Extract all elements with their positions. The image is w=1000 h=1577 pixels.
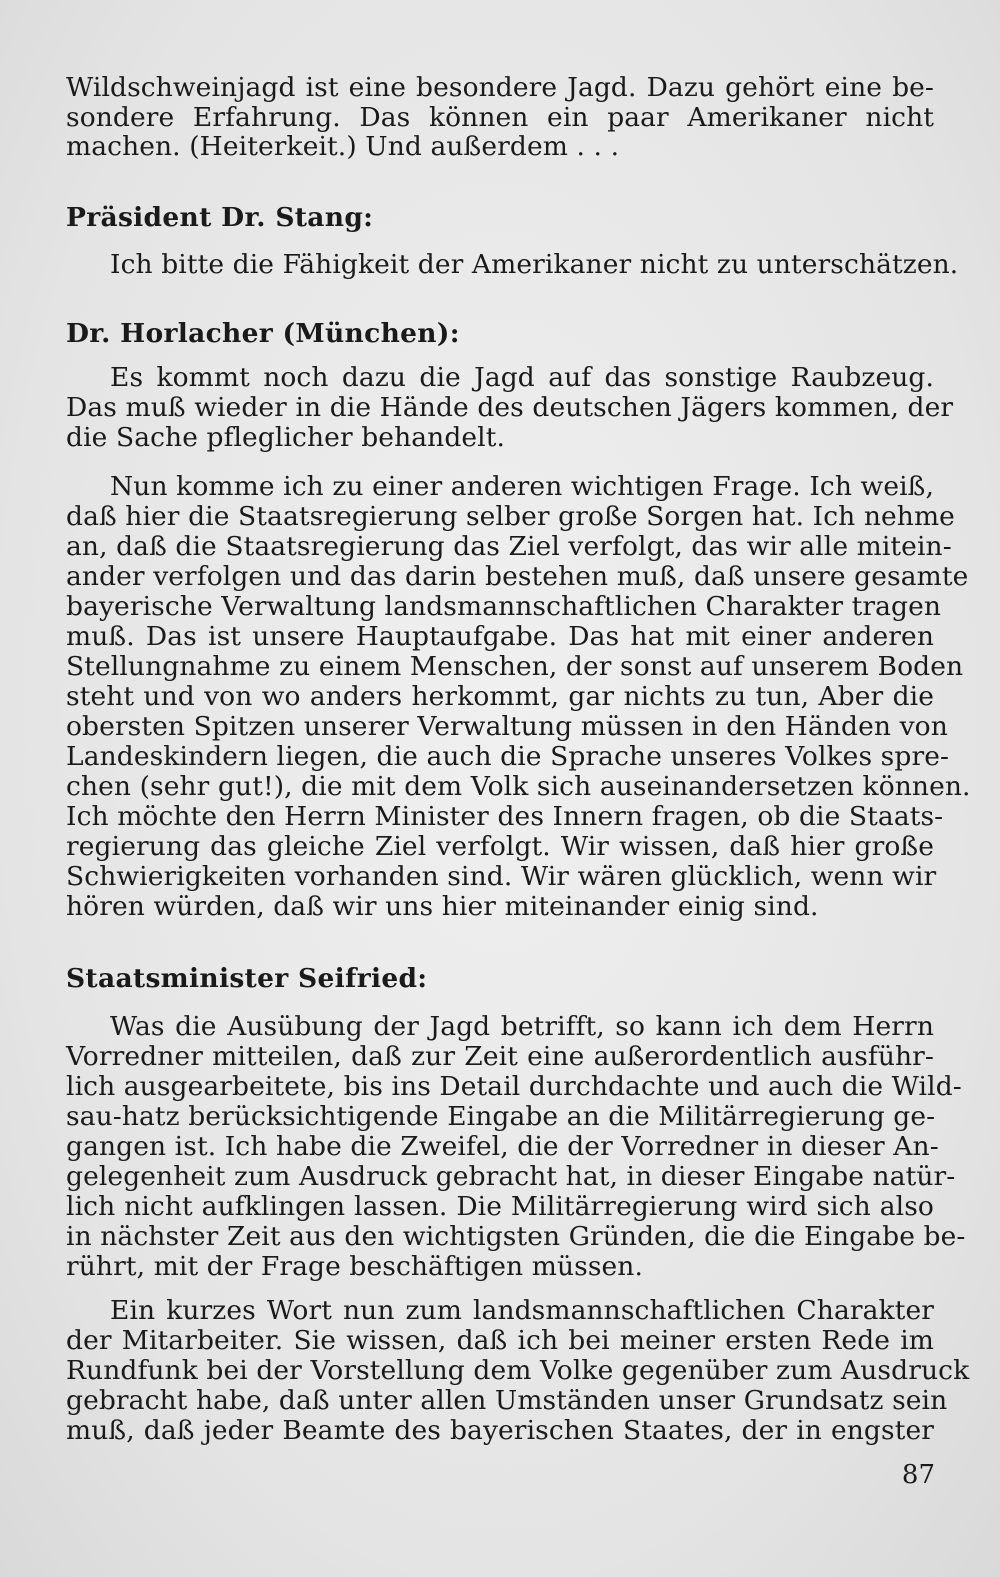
speaker-heading: Dr. Horlacher (München):: [66, 318, 460, 349]
text-line: Vorredner mitteilen, daß zur Zeit eine außerordentlich ausführ-: [66, 1041, 934, 1072]
text-line: Rundfunk bei der Vorstellung dem Volke gegenüber zum Ausdruck: [66, 1355, 970, 1386]
text-line: sau-hatz berücksichtigende Eingabe an die Militärregierung ge-: [66, 1101, 936, 1132]
speaker-heading: Präsident Dr. Stang:: [66, 202, 374, 233]
text-line: Schwierigkeiten vorhanden sind. Wir wären glücklich, wenn wir: [66, 861, 937, 892]
text-line: in nächster Zeit aus den wichtigsten Gründen, die die Eingabe be-: [66, 1221, 966, 1252]
text-line: Das muß wieder in die Hände des deutschen Jägers kommen, der: [66, 392, 954, 423]
text-line: obersten Spitzen unserer Verwaltung müssen in den Händen von: [66, 711, 948, 742]
text-line: steht und von wo anders herkommt, gar nichts zu tun, Aber die: [66, 681, 934, 712]
text-line: machen. (Heiterkeit.) Und außerdem . . .: [66, 131, 620, 162]
text-line: muß. Das ist unsere Hauptaufgabe. Das hat mit einer anderen: [66, 621, 934, 652]
text-line: Landeskindern liegen, die auch die Sprache unseres Volkes spre-: [66, 741, 950, 772]
text-line: regierung das gleiche Ziel verfolgt. Wir wissen, daß hier große: [66, 831, 934, 862]
text-line: ander verfolgen und das darin bestehen muß, daß unsere gesamte: [66, 561, 969, 592]
text-line: gelegenheit zum Ausdruck gebracht hat, in dieser Eingabe natür-: [66, 1161, 956, 1192]
text-line: Nun komme ich zu einer anderen wichtigen Frage. Ich weiß,: [110, 471, 934, 502]
text-line: rührt, mit der Frage beschäftigen müssen.: [66, 1251, 643, 1282]
text-line: Stellungnahme zu einem Menschen, der sonst auf unserem Boden: [66, 651, 964, 682]
text-line: muß, daß jeder Beamte des bayerischen Staates, der in engster: [66, 1415, 934, 1446]
text-line: gangen ist. Ich habe die Zweifel, die der Vorredner in dieser An-: [66, 1131, 939, 1162]
text-line: lich nicht aufklingen lassen. Die Militärregierung wird sich also: [66, 1191, 934, 1222]
speaker-heading: Staatsminister Seifried:: [66, 963, 428, 994]
text-line: chen (sehr gut!), die mit dem Volk sich auseinandersetzen können.: [66, 771, 971, 802]
text-line: daß hier die Staatsregierung selber große Sorgen hat. Ich nehme: [66, 501, 955, 532]
text-line: Ein kurzes Wort nun zum landsmannschaftlichen Charakter: [110, 1295, 934, 1326]
text-line: Ich bitte die Fähigkeit der Amerikaner nicht zu unterschätzen.: [110, 249, 959, 280]
text-line: an, daß die Staatsregierung das Ziel verfolgt, das wir alle mitein-: [66, 531, 952, 562]
text-line: sondere Erfahrung. Das können ein paar Amerikaner nicht: [66, 102, 934, 133]
text-line: Ich möchte den Herrn Minister des Innern fragen, ob die Staats-: [66, 801, 944, 832]
text-line: bayerische Verwaltung landsmannschaftlichen Charakter tragen: [66, 591, 942, 622]
text-line: die Sache pfleglicher behandelt.: [66, 422, 506, 453]
text-line: Es kommt noch dazu die Jagd auf das sonstige Raubzeug.: [110, 362, 934, 393]
text-line: lich ausgearbeitete, bis ins Detail durchdachte und auch die Wild-: [66, 1071, 962, 1102]
text-line: Was die Ausübung der Jagd betrifft, so kann ich dem Herrn: [110, 1011, 934, 1042]
text-line: der Mitarbeiter. Sie wissen, daß ich bei meiner ersten Rede im: [66, 1325, 934, 1356]
text-line: hören würden, daß wir uns hier miteinander einig sind.: [66, 891, 819, 922]
text-line: gebracht habe, daß unter allen Umständen unser Grundsatz sein: [66, 1385, 948, 1416]
page-number: 87: [901, 1460, 935, 1490]
text-line: Wildschweinjagd ist eine besondere Jagd. Dazu gehört eine be-: [66, 72, 934, 103]
